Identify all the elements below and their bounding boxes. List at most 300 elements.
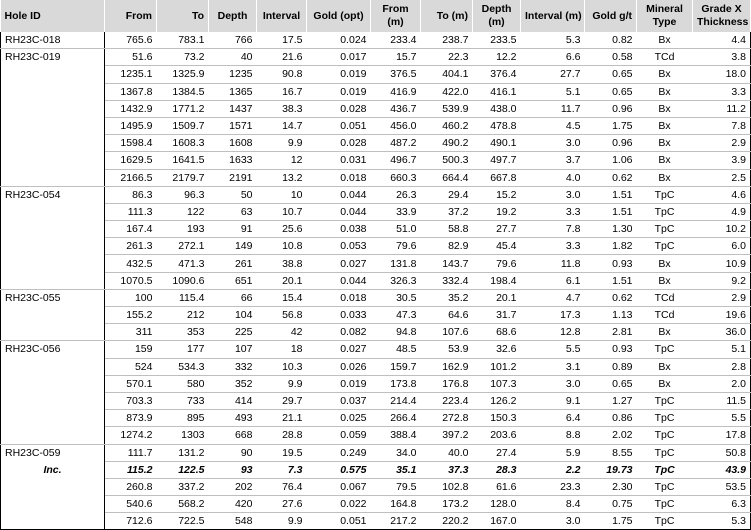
table-cell: 1608.3 — [157, 135, 209, 152]
table-cell: 45.4 — [473, 238, 521, 255]
table-cell: 580 — [157, 375, 209, 392]
table-cell: 6.1 — [521, 272, 585, 289]
table-cell: 1367.8 — [105, 83, 157, 100]
table-cell: 0.051 — [307, 117, 371, 134]
table-row — [1, 427, 751, 444]
table-cell: 660.3 — [371, 169, 421, 186]
table-cell: 5.3 — [693, 513, 751, 530]
table-cell: 8.8 — [521, 427, 585, 444]
table-cell: 12.2 — [473, 49, 521, 66]
table-cell: 10.8 — [257, 238, 307, 255]
table-cell: 38.8 — [257, 255, 307, 272]
table-cell: 0.89 — [585, 358, 637, 375]
table-cell: 15.2 — [473, 186, 521, 203]
column-header: Grade X Thickness — [693, 0, 751, 32]
table-cell: 2.30 — [585, 478, 637, 495]
table-cell: 93 — [209, 461, 257, 478]
table-cell: 18 — [257, 341, 307, 358]
table-cell: 0.028 — [307, 100, 371, 117]
table-cell: 539.9 — [421, 100, 473, 117]
table-cell: 17.3 — [521, 307, 585, 324]
table-cell: 202 — [209, 478, 257, 495]
table-cell: 460.2 — [421, 117, 473, 134]
table-cell: 193 — [157, 221, 209, 238]
table-cell: 12.8 — [521, 324, 585, 341]
table-cell: 1235 — [209, 66, 257, 83]
table-cell: 2.8 — [693, 358, 751, 375]
table-cell: 18.0 — [693, 66, 751, 83]
table-cell: 1495.9 — [105, 117, 157, 134]
table-cell: 51.0 — [371, 221, 421, 238]
table-cell: 1437 — [209, 100, 257, 117]
table-cell: 332 — [209, 358, 257, 375]
table-cell: 4.4 — [693, 32, 751, 49]
table-cell: TpC — [637, 238, 693, 255]
table-cell: 420 — [209, 496, 257, 513]
hole-id-cell — [1, 100, 105, 117]
table-cell: 37.3 — [421, 461, 473, 478]
table-cell: 6.6 — [521, 49, 585, 66]
table-cell: 0.044 — [307, 272, 371, 289]
column-header: To — [157, 0, 209, 32]
hole-id-cell — [1, 513, 105, 530]
column-header: To (m) — [421, 0, 473, 32]
table-cell: 261 — [209, 255, 257, 272]
table-cell: 0.031 — [307, 152, 371, 169]
table-cell: 0.026 — [307, 358, 371, 375]
table-cell: 162.9 — [421, 358, 473, 375]
table-cell: 177 — [157, 341, 209, 358]
table-cell: 53.9 — [421, 341, 473, 358]
table-cell: 42 — [257, 324, 307, 341]
table-cell: 500.3 — [421, 152, 473, 169]
table-cell: 332.4 — [421, 272, 473, 289]
table-cell: Bx — [637, 169, 693, 186]
table-cell: 100 — [105, 289, 157, 306]
table-cell: 159 — [105, 341, 157, 358]
table-cell: 15.4 — [257, 289, 307, 306]
hole-id-cell: RH23C-056 — [1, 341, 105, 358]
table-cell: 703.3 — [105, 392, 157, 409]
table-cell: Bx — [637, 255, 693, 272]
table-cell: 436.7 — [371, 100, 421, 117]
table-cell: 3.8 — [693, 49, 751, 66]
table-cell: 1303 — [157, 427, 209, 444]
table-cell: 40 — [209, 49, 257, 66]
table-cell: 1365 — [209, 83, 257, 100]
table-cell: 1598.4 — [105, 135, 157, 152]
table-cell: 233.4 — [371, 32, 421, 49]
table-cell: 570.1 — [105, 375, 157, 392]
table-cell: Bx — [637, 117, 693, 134]
hole-id-cell — [1, 152, 105, 169]
header-row — [1, 0, 751, 32]
column-header: From — [105, 0, 157, 32]
hole-id-cell — [1, 221, 105, 238]
table-cell: 26.3 — [371, 186, 421, 203]
hole-id-cell — [1, 135, 105, 152]
table-cell: 73.2 — [157, 49, 209, 66]
table-cell: 496.7 — [371, 152, 421, 169]
table-cell: TpC — [637, 427, 693, 444]
table-cell: 272.8 — [421, 410, 473, 427]
table-cell: 11.5 — [693, 392, 751, 409]
hole-id-cell: RH23C-019 — [1, 49, 105, 66]
table-cell: 14.7 — [257, 117, 307, 134]
hole-id-cell — [1, 203, 105, 220]
table-cell: 11.2 — [693, 100, 751, 117]
table-cell: 143.7 — [421, 255, 473, 272]
column-header: Interval — [257, 0, 307, 32]
table-row — [1, 152, 751, 169]
table-cell: 0.028 — [307, 135, 371, 152]
table-cell: 9.9 — [257, 375, 307, 392]
table-cell: 35.1 — [371, 461, 421, 478]
table-cell: 783.1 — [157, 32, 209, 49]
table-cell: 651 — [209, 272, 257, 289]
table-cell: 0.62 — [585, 169, 637, 186]
table-cell: 260.8 — [105, 478, 157, 495]
table-cell: 2.81 — [585, 324, 637, 341]
table-cell: 40.0 — [421, 444, 473, 461]
table-cell: 15.7 — [371, 49, 421, 66]
table-cell: 487.2 — [371, 135, 421, 152]
table-cell: 548 — [209, 513, 257, 530]
table-cell: 0.038 — [307, 221, 371, 238]
table-row — [1, 203, 751, 220]
table-cell: 0.051 — [307, 513, 371, 530]
hole-id-cell: RH23C-055 — [1, 289, 105, 306]
table-cell: 1325.9 — [157, 66, 209, 83]
table-cell: 63 — [209, 203, 257, 220]
table-cell: 414 — [209, 392, 257, 409]
table-cell: 4.5 — [521, 117, 585, 134]
table-cell: 90.8 — [257, 66, 307, 83]
table-cell: TpC — [637, 392, 693, 409]
table-cell: 6.0 — [693, 238, 751, 255]
table-cell: 1090.6 — [157, 272, 209, 289]
table-cell: 0.027 — [307, 341, 371, 358]
table-row — [1, 117, 751, 134]
table-cell: 266.4 — [371, 410, 421, 427]
table-cell: 167.4 — [105, 221, 157, 238]
table-cell: TpC — [637, 410, 693, 427]
table-cell: 712.6 — [105, 513, 157, 530]
table-cell: 3.3 — [521, 238, 585, 255]
table-cell: 203.6 — [473, 427, 521, 444]
column-header: Gold g/t — [585, 0, 637, 32]
table-cell: 1.51 — [585, 272, 637, 289]
table-cell: 1.75 — [585, 117, 637, 134]
table-cell: TpC — [637, 341, 693, 358]
table-cell: 68.6 — [473, 324, 521, 341]
table-cell: 102.8 — [421, 478, 473, 495]
table-cell: 76.4 — [257, 478, 307, 495]
table-cell: 668 — [209, 427, 257, 444]
table-cell: 101.2 — [473, 358, 521, 375]
table-cell: 490.2 — [421, 135, 473, 152]
table-cell: 36.0 — [693, 324, 751, 341]
table-cell: 733 — [157, 392, 209, 409]
table-cell: 223.4 — [421, 392, 473, 409]
table-cell: 31.7 — [473, 307, 521, 324]
table-cell: 11.8 — [521, 255, 585, 272]
table-cell: Bx — [637, 358, 693, 375]
table-cell: 173.8 — [371, 375, 421, 392]
table-cell: 4.6 — [693, 186, 751, 203]
table-cell: 766 — [209, 32, 257, 49]
table-cell: 0.65 — [585, 66, 637, 83]
table-cell: 10.2 — [693, 221, 751, 238]
table-row — [1, 100, 751, 117]
table-cell: 0.018 — [307, 289, 371, 306]
table-cell: 35.2 — [421, 289, 473, 306]
table-row — [1, 496, 751, 513]
table-cell: 115.4 — [157, 289, 209, 306]
table-cell: Bx — [637, 152, 693, 169]
table-cell: TCd — [637, 289, 693, 306]
table-cell: 9.9 — [257, 135, 307, 152]
table-cell: Bx — [637, 66, 693, 83]
table-cell: 21.6 — [257, 49, 307, 66]
table-cell: 0.025 — [307, 410, 371, 427]
table-cell: 19.2 — [473, 203, 521, 220]
table-cell: 2179.7 — [157, 169, 209, 186]
table-row — [1, 135, 751, 152]
table-cell: 1.51 — [585, 203, 637, 220]
table-cell: 0.86 — [585, 410, 637, 427]
table-cell: 1641.5 — [157, 152, 209, 169]
table-cell: 0.019 — [307, 83, 371, 100]
table-cell: 376.5 — [371, 66, 421, 83]
hole-id-cell — [1, 358, 105, 375]
table-cell: 33.9 — [371, 203, 421, 220]
table-row — [1, 324, 751, 341]
table-cell: 10.3 — [257, 358, 307, 375]
table-row — [1, 49, 751, 66]
table-cell: 352 — [209, 375, 257, 392]
table-cell: 50 — [209, 186, 257, 203]
hole-id-cell — [1, 410, 105, 427]
table-row — [1, 66, 751, 83]
table-cell: 2.2 — [521, 461, 585, 478]
table-row — [1, 255, 751, 272]
table-cell: 3.1 — [521, 358, 585, 375]
table-cell: 61.6 — [473, 478, 521, 495]
table-cell: 1274.2 — [105, 427, 157, 444]
table-cell: 11.7 — [521, 100, 585, 117]
table-cell: 3.0 — [521, 513, 585, 530]
table-row — [1, 444, 751, 461]
table-cell: TpC — [637, 221, 693, 238]
column-header: Hole ID — [1, 0, 105, 32]
table-row — [1, 341, 751, 358]
table-cell: 2.9 — [693, 289, 751, 306]
table-cell: 10 — [257, 186, 307, 203]
table-cell: 79.6 — [371, 238, 421, 255]
table-cell: 1571 — [209, 117, 257, 134]
table-cell: 1384.5 — [157, 83, 209, 100]
table-cell: 1509.7 — [157, 117, 209, 134]
column-header: Mineral Type — [637, 0, 693, 32]
table-cell: 1235.1 — [105, 66, 157, 83]
table-cell: 5.9 — [521, 444, 585, 461]
table-cell: 128.0 — [473, 496, 521, 513]
table-cell: 34.0 — [371, 444, 421, 461]
table-cell: 10.9 — [693, 255, 751, 272]
table-cell: 4.7 — [521, 289, 585, 306]
table-cell: 122.5 — [157, 461, 209, 478]
table-cell: Bx — [637, 324, 693, 341]
table-cell: 155.2 — [105, 307, 157, 324]
table-row — [1, 32, 751, 49]
hole-id-cell — [1, 427, 105, 444]
table-cell: 0.019 — [307, 375, 371, 392]
table-cell: 0.053 — [307, 238, 371, 255]
table-row — [1, 238, 751, 255]
table-cell: Bx — [637, 375, 693, 392]
table-cell: 111.3 — [105, 203, 157, 220]
table-cell: 0.82 — [585, 32, 637, 49]
table-cell: 7.8 — [521, 221, 585, 238]
table-cell: 30.5 — [371, 289, 421, 306]
table-cell: 25.6 — [257, 221, 307, 238]
table-cell: 167.0 — [473, 513, 521, 530]
table-cell: 104 — [209, 307, 257, 324]
table-row — [1, 358, 751, 375]
table-cell: 5.1 — [693, 341, 751, 358]
table-cell: 490.1 — [473, 135, 521, 152]
table-cell: 3.3 — [521, 203, 585, 220]
table-cell: 3.0 — [521, 186, 585, 203]
column-header: Gold (opt) — [307, 0, 371, 32]
hole-id-cell: RH23C-054 — [1, 186, 105, 203]
table-cell: 111.7 — [105, 444, 157, 461]
table-cell: 1.06 — [585, 152, 637, 169]
table-cell: 0.044 — [307, 203, 371, 220]
table-cell: 16.7 — [257, 83, 307, 100]
table-cell: 0.044 — [307, 186, 371, 203]
table-cell: 10.7 — [257, 203, 307, 220]
table-cell: 20.1 — [473, 289, 521, 306]
table-cell: Bx — [637, 32, 693, 49]
table-cell: 0.96 — [585, 135, 637, 152]
table-cell: 272.1 — [157, 238, 209, 255]
table-cell: Bx — [637, 100, 693, 117]
table-header — [1, 0, 751, 32]
table-cell: 0.62 — [585, 289, 637, 306]
table-cell: 1.82 — [585, 238, 637, 255]
hole-id-cell — [1, 272, 105, 289]
table-cell: 0.249 — [307, 444, 371, 461]
table-cell: 107.6 — [421, 324, 473, 341]
table-cell: 220.2 — [421, 513, 473, 530]
table-row — [1, 513, 751, 530]
hole-id-cell — [1, 117, 105, 134]
table-cell: 13.2 — [257, 169, 307, 186]
table-cell: 667.8 — [473, 169, 521, 186]
table-cell: 5.1 — [521, 83, 585, 100]
table-cell: TpC — [637, 186, 693, 203]
table-row — [1, 83, 751, 100]
table-cell: 456.0 — [371, 117, 421, 134]
table-cell: 214.4 — [371, 392, 421, 409]
table-cell: 164.8 — [371, 496, 421, 513]
table-cell: 438.0 — [473, 100, 521, 117]
table-cell: 0.067 — [307, 478, 371, 495]
table-row — [1, 169, 751, 186]
table-cell: 5.5 — [521, 341, 585, 358]
table-cell: 3.7 — [521, 152, 585, 169]
table-cell: 1.75 — [585, 513, 637, 530]
table-cell: 58.8 — [421, 221, 473, 238]
table-cell: 23.3 — [521, 478, 585, 495]
table-row — [1, 289, 751, 306]
table-cell: 2.5 — [693, 169, 751, 186]
table-cell: 64.6 — [421, 307, 473, 324]
table-cell: 432.5 — [105, 255, 157, 272]
table-cell: 2.0 — [693, 375, 751, 392]
table-cell: 1070.5 — [105, 272, 157, 289]
table-cell: TCd — [637, 307, 693, 324]
table-cell: 233.5 — [473, 32, 521, 49]
table-cell: 198.4 — [473, 272, 521, 289]
table-cell: Bx — [637, 135, 693, 152]
table-cell: 86.3 — [105, 186, 157, 203]
table-cell: 3.0 — [521, 135, 585, 152]
table-cell: 4.9 — [693, 203, 751, 220]
table-cell: 0.027 — [307, 255, 371, 272]
table-cell: 5.5 — [693, 410, 751, 427]
table-cell: 32.6 — [473, 341, 521, 358]
table-cell: 9.2 — [693, 272, 751, 289]
table-cell: 238.7 — [421, 32, 473, 49]
table-cell: 0.037 — [307, 392, 371, 409]
table-cell: 12 — [257, 152, 307, 169]
table-cell: 1608 — [209, 135, 257, 152]
table-cell: 66 — [209, 289, 257, 306]
table-cell: 79.5 — [371, 478, 421, 495]
table-row — [1, 186, 751, 203]
table-cell: 0.059 — [307, 427, 371, 444]
table-cell: 2.02 — [585, 427, 637, 444]
table-cell: 38.3 — [257, 100, 307, 117]
table-cell: 122 — [157, 203, 209, 220]
table-cell: 353 — [157, 324, 209, 341]
table-cell: 397.2 — [421, 427, 473, 444]
table-cell: 471.3 — [157, 255, 209, 272]
table-cell: 28.8 — [257, 427, 307, 444]
table-cell: 0.082 — [307, 324, 371, 341]
table-cell: 212 — [157, 307, 209, 324]
table-cell: 94.8 — [371, 324, 421, 341]
table-cell: 22.3 — [421, 49, 473, 66]
table-row — [1, 272, 751, 289]
table-row — [1, 392, 751, 409]
column-header: From (m) — [371, 0, 421, 32]
table-row — [1, 410, 751, 427]
table-cell: 79.6 — [473, 255, 521, 272]
table-cell: 6.4 — [521, 410, 585, 427]
table-cell: 21.1 — [257, 410, 307, 427]
table-row — [1, 478, 751, 495]
table-cell: 0.033 — [307, 307, 371, 324]
table-cell: 0.65 — [585, 83, 637, 100]
table-cell: 0.017 — [307, 49, 371, 66]
table-cell: 27.4 — [473, 444, 521, 461]
table-cell: 29.4 — [421, 186, 473, 203]
table-row — [1, 461, 751, 478]
